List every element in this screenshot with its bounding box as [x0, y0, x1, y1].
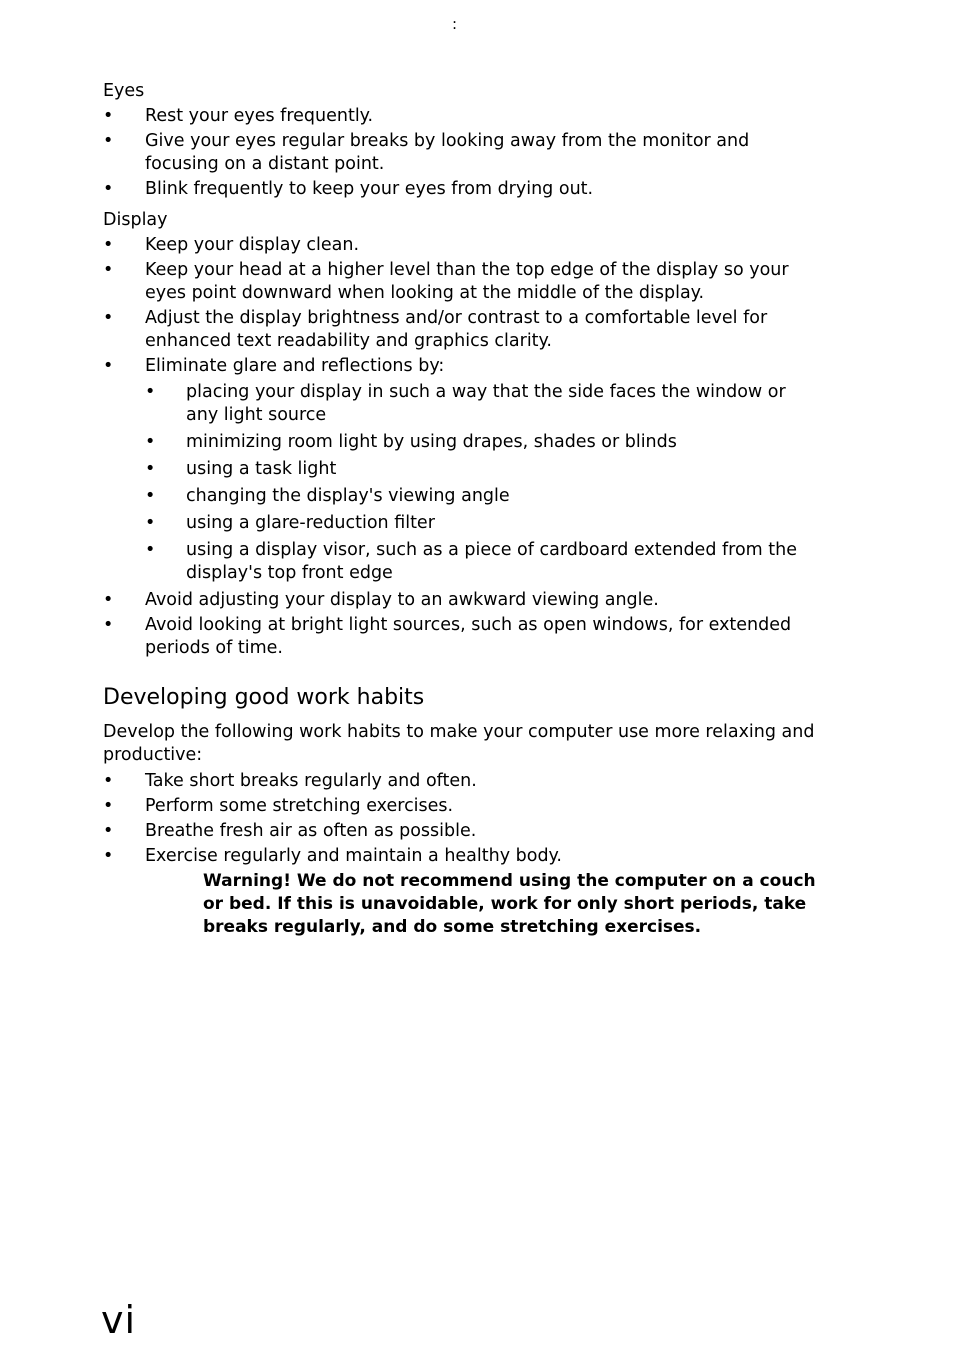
sublist-item-text: changing the display's viewing angle: [186, 486, 510, 506]
bullet: •: [103, 260, 114, 280]
list-item-text: Keep your head at a higher level than the top edge of the display so your eyes point downward when looking at the middle of the display.: [145, 260, 789, 303]
list-item-text: Adjust the display brightness and/or contrast to a comfortable level for enhanced text readability and graphics clarity.: [145, 308, 768, 351]
list-item-text: Eliminate glare and reflections by:: [145, 356, 445, 376]
sublist-item-text: minimizing room light by using drapes, shades or blinds: [186, 432, 677, 452]
list-item: [103, 307, 823, 353]
bullet: •: [103, 106, 114, 126]
warning-note: Warning! We do not recommend using the computer on a couch or bed. If this is unavoidable, work for only short periods, take breaks regularly, and do some stretching exercises.: [203, 871, 816, 937]
bullet: •: [103, 615, 114, 635]
bullet: •: [103, 308, 114, 328]
sublist-item: [145, 431, 823, 454]
header-mark: :: [452, 15, 458, 33]
bullet: •: [103, 821, 114, 841]
list-item-text: Blink frequently to keep your eyes from drying out.: [145, 179, 594, 199]
bullet: •: [103, 131, 114, 151]
list-item-text: Breathe fresh air as often as possible.: [145, 821, 477, 841]
list-item-text: Keep your display clean.: [145, 235, 360, 255]
sublist-item: [145, 539, 823, 585]
sublist-item: [145, 381, 823, 427]
list-item: [103, 845, 823, 868]
list-item: [103, 178, 823, 201]
section-heading: Developing good work habits: [103, 685, 425, 710]
sublist-item-text: placing your display in such a way that the side faces the window or any light source: [186, 382, 786, 425]
list-item-text: Exercise regularly and maintain a healthy body.: [145, 846, 562, 866]
list-item: [103, 770, 823, 793]
section-intro: Develop the following work habits to make your computer use more relaxing and productive:: [103, 722, 815, 765]
bullet: •: [103, 796, 114, 816]
bullet: •: [145, 459, 156, 479]
list-item-text: Take short breaks regularly and often.: [145, 771, 477, 791]
eyes-list: [103, 105, 823, 201]
list-item: [103, 355, 823, 585]
list-item: [103, 234, 823, 257]
bullet: •: [145, 382, 156, 402]
page-number: vi: [101, 1298, 137, 1342]
sublist-item-text: using a display visor, such as a piece of cardboard extended from the display's top front edge: [186, 540, 798, 583]
bullet: •: [103, 771, 114, 791]
list-item: [103, 130, 823, 176]
display-list: [103, 234, 823, 660]
bullet: •: [103, 846, 114, 866]
list-item-text: Avoid looking at bright light sources, such as open windows, for extended periods of time.: [145, 615, 792, 658]
list-item: [103, 259, 823, 305]
sublist-item-text: using a task light: [186, 459, 337, 479]
bullet: •: [103, 590, 114, 610]
bullet: •: [145, 513, 156, 533]
page-content: [103, 80, 823, 939]
habits-list: [103, 770, 823, 868]
sublist-item: [145, 485, 823, 508]
sublist-item-text: using a glare-reduction filter: [186, 513, 435, 533]
display-subheading: Display: [103, 210, 168, 230]
list-item: [103, 795, 823, 818]
bullet: •: [145, 486, 156, 506]
bullet: •: [103, 179, 114, 199]
bullet: •: [145, 432, 156, 452]
bullet: •: [103, 356, 114, 376]
list-item: [103, 820, 823, 843]
list-item-text: Avoid adjusting your display to an awkward viewing angle.: [145, 590, 659, 610]
list-item-text: Give your eyes regular breaks by looking away from the monitor and focusing on a distant point.: [145, 131, 750, 174]
bullet: •: [145, 540, 156, 560]
sublist-item: [145, 458, 823, 481]
list-item-text: Perform some stretching exercises.: [145, 796, 454, 816]
list-item-text: Rest your eyes frequently.: [145, 106, 374, 126]
eyes-subheading: Eyes: [103, 81, 145, 101]
list-item: [103, 614, 823, 660]
list-item: [103, 589, 823, 612]
bullet: •: [103, 235, 114, 255]
list-item: [103, 105, 823, 128]
glare-sublist: [145, 381, 823, 585]
sublist-item: [145, 512, 823, 535]
